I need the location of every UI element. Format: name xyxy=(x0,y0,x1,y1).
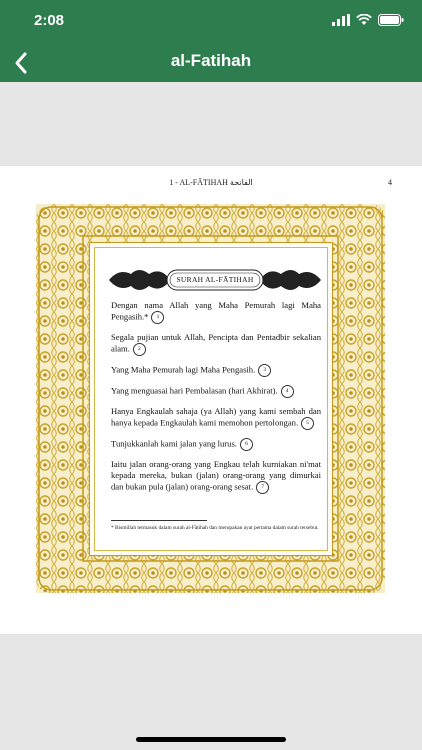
verse-4: Yang menguasai hari Pembalasan (hari Akhirat). 4 xyxy=(111,385,321,398)
verse-3: Yang Maha Pemurah lagi Maha Pengasih. 3 xyxy=(111,364,321,377)
verse-5: Hanya Engkaulah sahaja (ya Allah) yang kami sembah dan hanya kepada Engkaulah kami memohon pertolongan. 5 xyxy=(111,406,321,430)
signal-icon xyxy=(332,14,350,26)
status-time: 2:08 xyxy=(34,12,65,29)
text-panel-inner xyxy=(94,247,328,551)
surah-title: SURAH AL-FĀTIHAH xyxy=(176,275,254,284)
page-number: 4 xyxy=(388,178,392,187)
status-bar xyxy=(0,0,422,44)
verse-number-marker: 3 xyxy=(258,364,271,377)
verse-1: Dengan nama Allah yang Maha Pemurah lagi Maha Pengasih.* 1 xyxy=(111,300,321,324)
text-panel xyxy=(89,242,333,556)
nav-bar xyxy=(0,44,422,82)
verse-7: Iaitu jalan orang-orang yang Engkau telah kurniakan ni'mat kepada mereka, bukan (jalan) orang-orang yang dimurkai dan bukan pula (jalan) orang-orang sesat. 7 xyxy=(111,459,321,494)
verse-2: Segala pujian untuk Allah, Pencipta dan Pentadbir sekalian alam. 2 xyxy=(111,332,321,356)
home-indicator[interactable] xyxy=(136,737,286,742)
footnote: * Bismillah termasuk dalam surah al-Fātihah dan merupakan ayat pertama dalam surah tersebut. xyxy=(111,525,319,531)
verses-list xyxy=(111,300,321,502)
verse-number-marker: 6 xyxy=(240,438,253,451)
verse-number-marker: 1 xyxy=(151,311,164,324)
page-header xyxy=(0,178,422,192)
footnote-divider xyxy=(111,520,207,521)
verse-number-marker: 2 xyxy=(133,343,146,356)
status-icons xyxy=(332,14,404,26)
verse-number-marker: 5 xyxy=(301,417,314,430)
wifi-icon xyxy=(356,14,372,26)
verse-6: Tunjukkanlah kami jalan yang lurus. 6 xyxy=(111,438,321,451)
page-header-title: 1 - AL-FĀTIHAH الفاتحة xyxy=(169,178,253,187)
battery-icon xyxy=(378,14,404,26)
page-title: al-Fatihah xyxy=(170,51,252,70)
verse-number-marker: 7 xyxy=(256,481,269,494)
surah-banner xyxy=(109,266,321,294)
verse-number-marker: 4 xyxy=(281,385,294,398)
mushaf-page xyxy=(0,166,422,634)
